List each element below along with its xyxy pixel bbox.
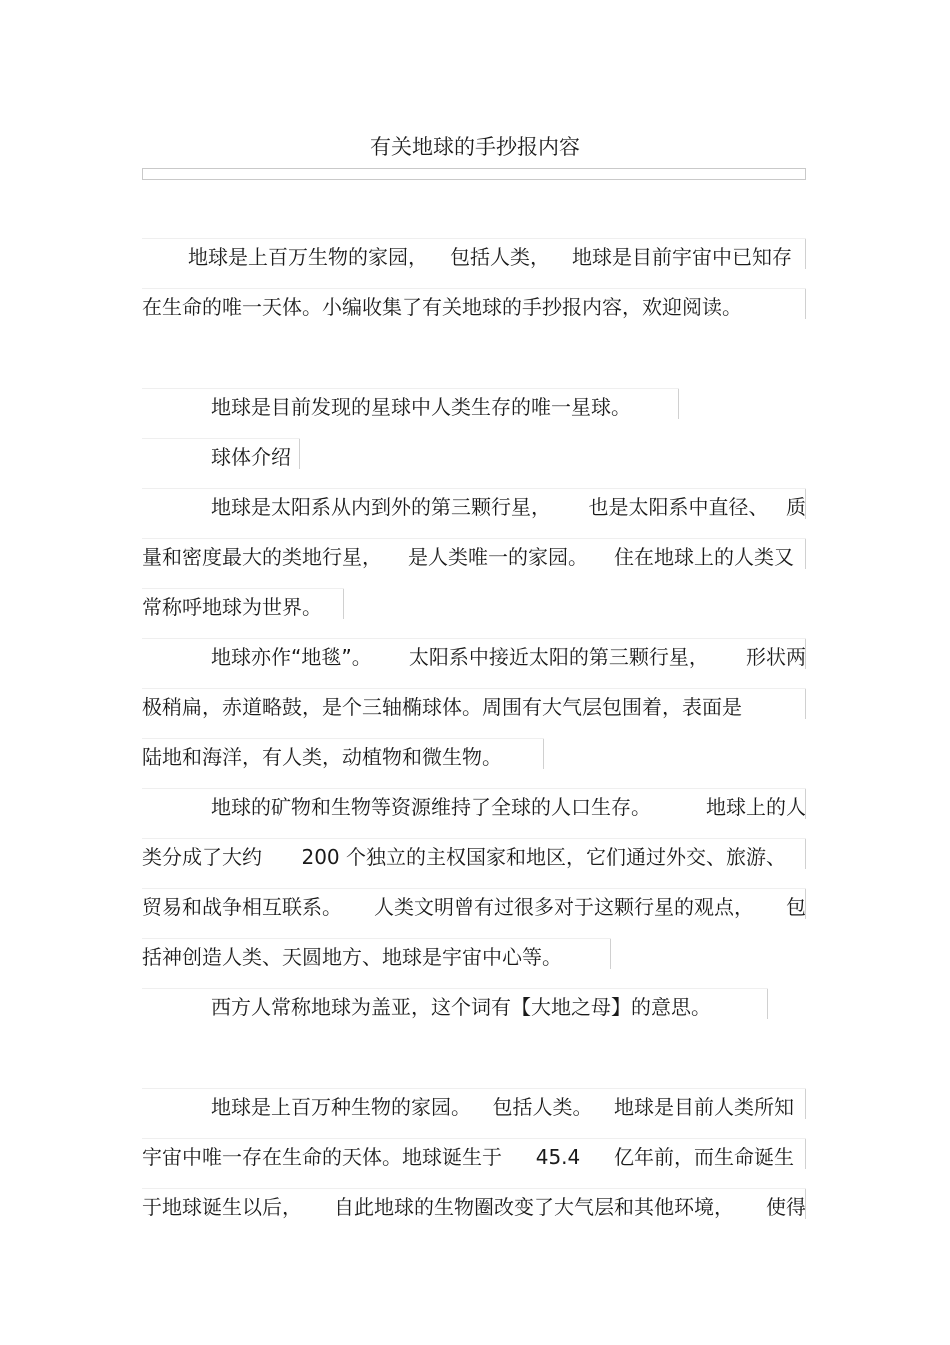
text-segment: 地球是上百万种生物的家园。 <box>211 1095 471 1119</box>
text-segment: 也是太阳系中直径、 <box>588 495 769 519</box>
paragraph-4-line-3 <box>142 592 344 622</box>
text-segment: 西方人常称地球为盖亚，这个词有【大地之母】的意思。 <box>211 995 711 1019</box>
text-segment: 地球是目前发现的星球中人类生存的唯一星球。 <box>211 395 631 419</box>
text-segment: 住在地球上的人类又 <box>614 545 794 569</box>
paragraph-6-line-1 <box>142 792 806 822</box>
paragraph-6-line-3 <box>142 892 806 922</box>
text-segment: 人类文明曾有过很多对于这颗行星的观点， <box>374 895 754 919</box>
paragraph-8-line-2 <box>142 1142 806 1172</box>
paragraph-1-line-1 <box>142 242 806 272</box>
paragraph-8-line-3 <box>142 1192 806 1222</box>
text-segment: 在生命的唯一天体。小编收集了有关地球的手抄报内容，欢迎阅读。 <box>142 295 742 319</box>
paragraph-8-line-1 <box>142 1092 806 1122</box>
paragraph-5-line-1 <box>142 642 806 672</box>
text-segment: 自此地球的生物圈改变了大气层和其他环境， <box>334 1195 734 1219</box>
text-segment: 宇宙中唯一存在生命的天体。地球诞生于 <box>142 1145 502 1169</box>
paragraph-7 <box>142 992 768 1022</box>
text-segment: 括神创造人类、天圆地方、地球是宇宙中心等。 <box>142 945 562 969</box>
text-segment: 200 个独立的主权国家和地区，它们通过外交、旅游、 <box>301 845 786 869</box>
text-segment: 地球是目前人类所知 <box>614 1095 794 1119</box>
text-segment: 类分成了大约 <box>142 845 262 869</box>
text-segment: 45.4 <box>535 1145 581 1169</box>
title-underline-box <box>142 168 806 180</box>
paragraph-4-line-1 <box>142 492 806 522</box>
paragraph-1-line-2 <box>142 292 806 322</box>
text-segment: 量和密度最大的类地行星， <box>142 545 382 569</box>
text-segment: 使得 <box>766 1195 806 1219</box>
text-segment: 亿年前，而生命诞生 <box>614 1145 794 1169</box>
text-segment: 包括人类。 <box>492 1095 593 1119</box>
text-segment: 包括人类， <box>450 245 550 269</box>
text-segment: 地球是上百万生物的家园， <box>188 245 428 269</box>
text-segment: 是人类唯一的家园。 <box>408 545 588 569</box>
text-segment: 球体介绍 <box>211 445 291 469</box>
text-segment: 质 <box>786 495 806 519</box>
text-segment: 太阳系中接近太阳的第三颗行星， <box>408 645 709 669</box>
paragraph-6-line-4 <box>142 942 611 972</box>
paragraph-2 <box>142 392 679 422</box>
paragraph-5-line-2 <box>142 692 806 722</box>
document-title: 有关地球的手抄报内容 <box>370 135 580 159</box>
text-segment: 形状两 <box>745 645 806 669</box>
paragraph-5-line-3 <box>142 742 544 772</box>
text-segment: 地球亦作“地毯”。 <box>211 645 372 669</box>
text-segment: 陆地和海洋，有人类，动植物和微生物。 <box>142 745 502 769</box>
text-segment: 地球是太阳系从内到外的第三颗行星， <box>211 495 551 519</box>
section-heading-sphere-intro <box>142 442 300 472</box>
text-segment: 地球上的人 <box>706 795 806 819</box>
text-segment: 地球的矿物和生物等资源维持了全球的人口生存。 <box>211 795 651 819</box>
paragraph-4-line-2 <box>142 542 806 572</box>
text-segment: 贸易和战争相互联系。 <box>142 895 342 919</box>
text-segment: 包 <box>786 895 806 919</box>
text-segment: 常称呼地球为世界。 <box>142 595 322 619</box>
text-segment: 于地球诞生以后， <box>142 1195 302 1219</box>
paragraph-6-line-2 <box>142 842 806 872</box>
text-segment: 极稍扁，赤道略鼓，是个三轴椭球体。周围有大气层包围着，表面是 <box>142 695 742 719</box>
text-segment: 地球是目前宇宙中已知存 <box>572 245 792 269</box>
